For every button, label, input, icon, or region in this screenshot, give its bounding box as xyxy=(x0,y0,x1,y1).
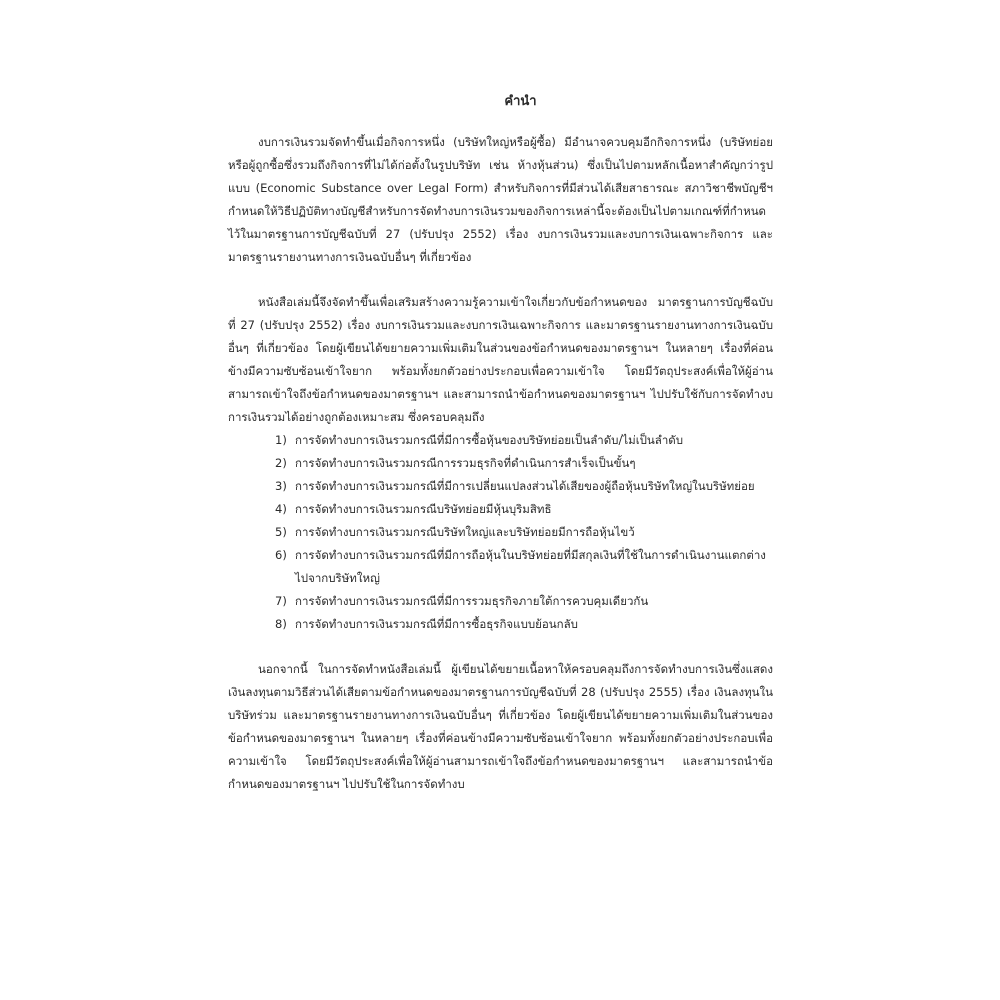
list-item-text: การจัดทำงบการเงินรวมกรณีที่มีการถือหุ้นในบริษัทย่อยที่มีสกุลเงินที่ใช้ในการดำเนินงานแตกต่างไปจากบริษัทใหญ่ xyxy=(295,548,766,585)
list-item-text: การจัดทำงบการเงินรวมกรณีบริษัทย่อยมีหุ้นบุริมสิทธิ xyxy=(295,502,552,516)
list-item-number: 4) xyxy=(275,502,287,516)
list-item xyxy=(228,590,773,613)
paragraph-spacer xyxy=(228,636,773,658)
list-item-text: การจัดทำงบการเงินรวมกรณีบริษัทใหญ่และบริษัทย่อยมีการถือหุ้นไขว้ xyxy=(295,525,635,539)
paragraph-extension: นอกจากนี้ ในการจัดทำหนังสือเล่มนี้ ผู้เขียนได้ขยายเนื้อหาให้ครอบคลุมถึงการจัดทำงบการเงินซึ่งแสดงเงินลงทุนตามวิธีส่วนได้เสียตามข้อกำหนดของมาตรฐานการบัญชีฉบับที่ 28 (ปรับปรุง 2555) เรื่อง เงินลงทุนในบริษัทร่วม และมาตรฐานรายงานทางการเงินฉบับอื่นๆ ที่เกี่ยวข้อง โดยผู้เขียนได้ขยายความเพิ่มเติมในส่วนของข้อกำหนดของมาตรฐานฯ ในหลายๆ เรื่องที่ค่อนข้างมีความซับซ้อนเข้าใจยาก พร้อมทั้งยกตัวอย่างประกอบเพื่อความเข้าใจ โดยมีวัตถุประสงค์เพื่อให้ผู้อ่านสามารถเข้าใจถึงข้อกำหนดของมาตรฐานฯ และสามารถนำข้อกำหนดของมาตรฐานฯ ไปปรับใช้ในการจัดทำงบ xyxy=(228,662,773,791)
topic-list xyxy=(228,429,773,636)
list-item xyxy=(228,521,773,544)
list-item-text: การจัดทำงบการเงินรวมกรณีที่มีการซื้อหุ้นของบริษัทย่อยเป็นลำดับ/ไม่เป็นลำดับ xyxy=(295,433,684,447)
list-item-text: การจัดทำงบการเงินรวมกรณีที่มีการเปลี่ยนแปลงส่วนได้เสียของผู้ถือหุ้นบริษัทใหญ่ในบริษัทย่อย xyxy=(295,479,755,493)
list-item xyxy=(228,544,773,590)
paragraph-purpose: หนังสือเล่มนี้จึงจัดทำขึ้นเพื่อเสริมสร้างความรู้ความเข้าใจเกี่ยวกับข้อกำหนดของ มาตรฐานการบัญชีฉบับที่ 27 (ปรับปรุง 2552) เรื่อง งบการเงินรวมและงบการเงินเฉพาะกิจการ และมาตรฐานรายงานทางการเงินฉบับอื่นๆ ที่เกี่ยวข้อง โดยผู้เขียนได้ขยายความเพิ่มเติมในส่วนของข้อกำหนดของมาตรฐานฯ ในหลายๆ เรื่องที่ค่อนข้างมีความซับซ้อนเข้าใจยาก พร้อมทั้งยกตัวอย่างประกอบเพื่อความเข้าใจ โดยมีวัตถุประสงค์เพื่อให้ผู้อ่านสามารถเข้าใจถึงข้อกำหนดของมาตรฐานฯ และสามารถนำข้อกำหนดของมาตรฐานฯ ไปปรับใช้กับการจัดทำงบการเงินรวมได้อย่างถูกต้องเหมาะสม ซึ่งครอบคลุมถึง xyxy=(228,295,773,424)
list-item xyxy=(228,498,773,521)
document-page xyxy=(228,90,773,796)
page-title: คำนำ xyxy=(504,94,537,109)
list-item-number: 3) xyxy=(275,479,287,493)
list-item xyxy=(228,429,773,452)
list-item-number: 7) xyxy=(275,594,287,608)
list-item-number: 1) xyxy=(275,433,287,447)
paragraph-spacer xyxy=(228,269,773,291)
list-item-number: 2) xyxy=(275,456,287,470)
list-item-number: 5) xyxy=(275,525,287,539)
list-item-number: 8) xyxy=(275,617,287,631)
paragraph-intro: งบการเงินรวมจัดทำขึ้นเมื่อกิจการหนึ่ง (บริษัทใหญ่หรือผู้ซื้อ) มีอำนาจควบคุมอีกกิจการหนึ่ง (บริษัทย่อยหรือผู้ถูกซื้อซึ่งรวมถึงกิจการที่ไม่ได้ก่อตั้งในรูปบริษัท เช่น ห้างหุ้นส่วน) ซึ่งเป็นไปตามหลักเนื้อหาสำคัญกว่ารูปแบบ (Economic Substance over Legal Form) สำหรับกิจการที่มีส่วนได้เสียสาธารณะ สภาวิชาชีพบัญชีฯ กำหนดให้วิธีปฏิบัติทางบัญชีสำหรับการจัดทำงบการเงินรวมของกิจการเหล่านี้จะต้องเป็นไปตามเกณฑ์ที่กำหนดไว้ในมาตรฐานการบัญชีฉบับที่ 27 (ปรับปรุง 2552) เรื่อง งบการเงินรวมและงบการเงินเฉพาะกิจการ และมาตรฐานรายงานทางการเงินฉบับอื่นๆ ที่เกี่ยวข้อง xyxy=(228,135,773,264)
list-item xyxy=(228,475,773,498)
list-item xyxy=(228,452,773,475)
list-item-text: การจัดทำงบการเงินรวมกรณีที่มีการรวมธุรกิจภายใต้การควบคุมเดียวกัน xyxy=(295,594,649,608)
list-item-text: การจัดทำงบการเงินรวมกรณีการรวมธุรกิจที่ดำเนินการสำเร็จเป็นขั้นๆ xyxy=(295,456,636,470)
list-item xyxy=(228,613,773,636)
list-item-text: การจัดทำงบการเงินรวมกรณีที่มีการซื้อธุรกิจแบบย้อนกลับ xyxy=(295,617,578,631)
list-item-number: 6) xyxy=(275,548,287,562)
